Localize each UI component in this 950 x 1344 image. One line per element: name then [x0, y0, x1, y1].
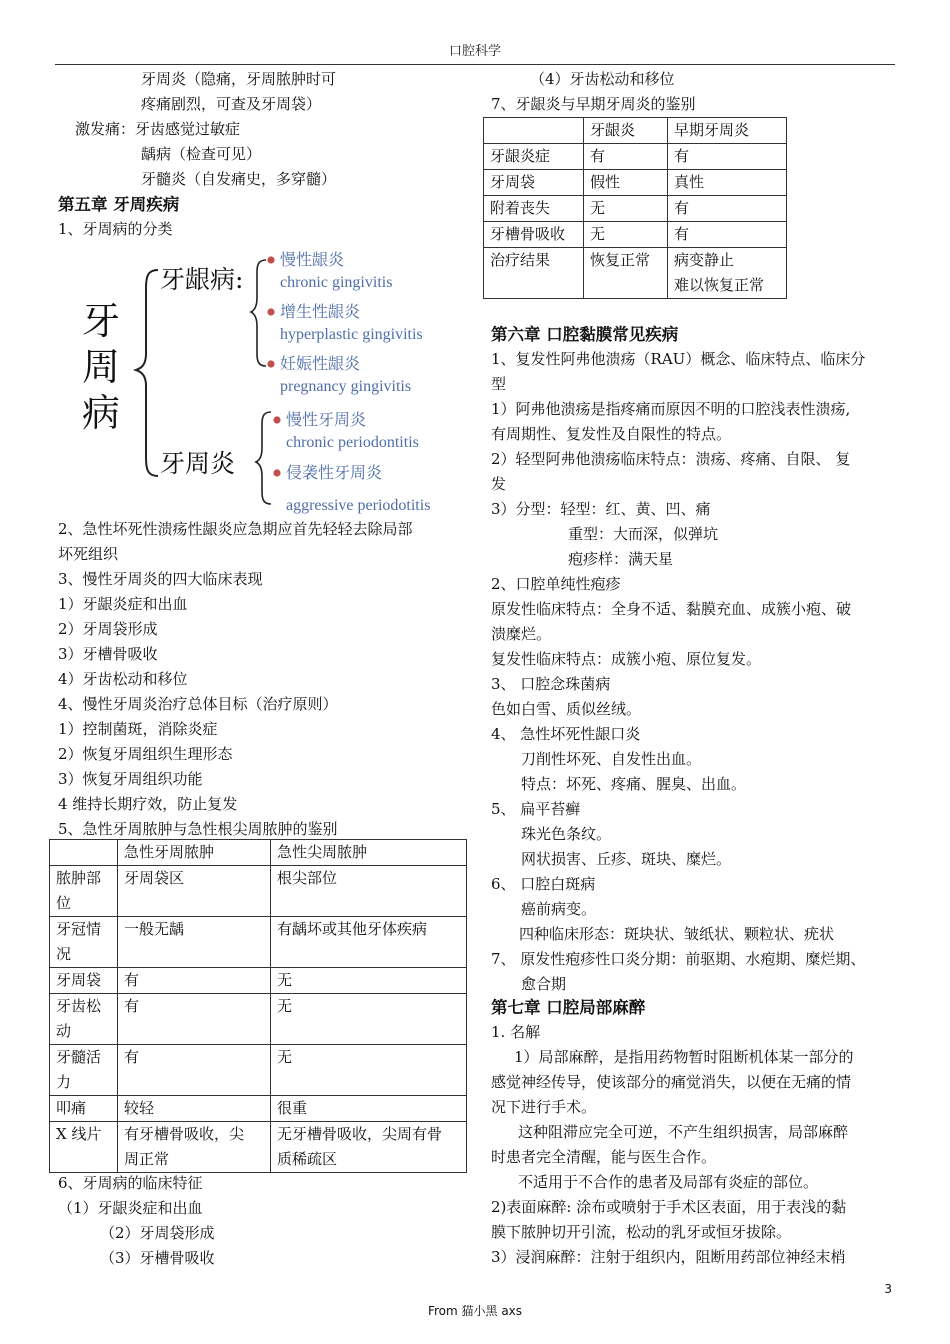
text-line: 时患者完全清醒，能与医生合作。: [491, 1148, 717, 1166]
text-line: 1）控制菌斑，消除炎症: [58, 720, 218, 738]
table-row: [484, 196, 787, 222]
table-cell: [118, 1045, 271, 1096]
bullet-dot: [273, 416, 280, 423]
type-en-label: chronic gingivitis: [280, 274, 393, 291]
cell-line: 况: [56, 945, 72, 963]
bullet-dot: [267, 256, 274, 263]
text-line: 4 维持长期疗效，防止复发: [58, 795, 238, 813]
cell-line: 牙髓活: [56, 1048, 102, 1066]
table-cell: [271, 968, 467, 994]
table-row: [484, 170, 787, 196]
table-row: [484, 144, 787, 170]
type-cn-label: 妊娠性龈炎: [280, 354, 361, 373]
text-line: 3）牙槽骨吸收: [58, 645, 158, 663]
text-line: 重型：大而深，似弹坑: [568, 525, 719, 543]
text-line: （1）牙龈炎症和出血: [58, 1199, 203, 1217]
text-line: （4）牙齿松动和移位: [530, 70, 675, 88]
text-line: 4、 急性坏死性龈口炎: [491, 725, 641, 743]
cell-line: 有: [124, 1048, 140, 1066]
table-cell: [50, 968, 118, 994]
cell-line: 周正常: [124, 1150, 170, 1168]
table-cell: [484, 196, 584, 222]
gingivitis-comparison-table: [483, 117, 787, 299]
text-line: 膜下脓肿切开引流，松动的乳牙或恒牙拔除。: [491, 1223, 792, 1241]
cell-line: 无: [590, 225, 606, 243]
chapter-6-title: 第六章 口腔黏膜常见疾病: [491, 325, 679, 344]
diagram-root-char: 牙: [82, 299, 121, 343]
text-line: 癌前病变。: [521, 900, 597, 918]
text-line: 1、复发性阿弗他溃疡（RAU）概念、临床特点、临床分: [491, 350, 866, 368]
cell-line: 无牙槽骨吸收，尖周有骨: [277, 1125, 443, 1143]
cell-line: 质稀疏区: [277, 1150, 338, 1168]
table-row: [484, 222, 787, 248]
table-cell: [118, 1096, 271, 1122]
table-cell: [484, 170, 584, 196]
cell-line: 有: [124, 971, 140, 989]
text-line: 不适用于不合作的患者及局部有炎症的部位。: [518, 1173, 819, 1191]
table-cell: [668, 144, 787, 170]
table-row: [484, 248, 787, 299]
cell-line: 恢复正常: [590, 251, 651, 269]
text-line: （3）牙槽骨吸收: [100, 1249, 215, 1267]
text-line: 四种临床形态：斑块状、皱纸状、颗粒状、疣状: [519, 925, 835, 943]
cell-line: 治疗结果: [490, 251, 551, 269]
cell-line: 牙周袋: [56, 971, 102, 989]
cell-line: 无: [590, 199, 606, 217]
text-line: 这种阻滞应完全可逆，不产生组织损害，局部麻醉: [518, 1123, 849, 1141]
table-cell: [50, 994, 118, 1045]
cell-line: 一般无龋: [124, 920, 185, 938]
cell-line: 难以恢复正常: [674, 276, 765, 294]
text-line: 原发性临床特点：全身不适、黏膜充血、成簇小疱、破: [491, 600, 852, 618]
text-line: 5、 扁平苔癣: [491, 800, 581, 818]
intro-line: 牙周炎（隐痛，牙周脓肿时可: [141, 70, 337, 88]
table-cell: [584, 248, 668, 299]
diagram-root-char: 病: [82, 391, 121, 435]
type-en-label: hyperplastic gingivitis: [280, 326, 423, 343]
cell-line: X 线片: [56, 1125, 102, 1143]
table-header-cell: [50, 840, 118, 866]
cell-line: 有: [674, 225, 690, 243]
table-cell: [271, 1122, 467, 1173]
type-cn-label: 慢性龈炎: [280, 250, 345, 269]
cell-line: 牙龈炎症: [490, 147, 551, 165]
cell-line: 真性: [674, 173, 705, 191]
text-line: 2）牙周袋形成: [58, 620, 158, 638]
table-cell: [271, 994, 467, 1045]
cell-line: 假性: [590, 173, 621, 191]
text-line: 2）轻型阿弗他溃疡临床特点：溃疡、疼痛、自限、 复: [491, 450, 851, 468]
text-line: 5、急性牙周脓肿与急性根尖周脓肿的鉴别: [58, 820, 338, 838]
intro-line: 牙髓炎（自发痛史，多穿髓）: [141, 170, 337, 188]
table-header-cell: 急性牙周脓肿: [118, 840, 271, 866]
table-row: [50, 1045, 467, 1096]
text-line: 刀削性坏死、自发性出血。: [521, 750, 702, 768]
text-line: （2）牙周袋形成: [100, 1224, 215, 1242]
bullet-dot: [267, 308, 274, 315]
table-cell: [484, 222, 584, 248]
table-cell: [118, 866, 271, 917]
table-cell: [271, 917, 467, 968]
cell-line: 有: [590, 147, 606, 165]
cell-line: 附着丧失: [490, 199, 551, 217]
text-line: 6、牙周病的临床特征: [58, 1174, 203, 1192]
text-line: 坏死组织: [58, 545, 119, 563]
type-cn-label: 慢性牙周炎: [286, 410, 367, 429]
text-line: 型: [491, 375, 507, 393]
text-line: 2）恢复牙周组织生理形态: [58, 745, 233, 763]
cell-line: 脓肿部: [56, 869, 102, 887]
cell-line: 牙冠情: [56, 920, 102, 938]
table-row: [50, 917, 467, 968]
cell-line: 动: [56, 1022, 72, 1040]
type-en-label: aggressive periodotitis: [286, 497, 431, 514]
type-en-label: pregnancy gingivitis: [280, 378, 412, 395]
table-cell: [118, 968, 271, 994]
text-line: 2、口腔单纯性疱疹: [491, 575, 621, 593]
text-line: 3、 口腔念珠菌病: [491, 675, 611, 693]
cell-line: 牙槽骨吸收: [490, 225, 566, 243]
table-row: [50, 866, 467, 917]
text-line: 发: [491, 475, 507, 493]
table-header-cell: 急性尖周脓肿: [271, 840, 467, 866]
diagram-root-char: 周: [82, 345, 121, 389]
bullet-dot: [267, 360, 274, 367]
cell-line: 牙周袋区: [124, 869, 185, 887]
text-line: 网状损害、丘疹、斑块、糜烂。: [521, 850, 732, 868]
table-cell: [118, 917, 271, 968]
intro-line: 疼痛剧烈，可查及牙周袋）: [141, 95, 322, 113]
cell-line: 有龋坏或其他牙体疾病: [277, 920, 428, 938]
text-line: 感觉神经传导，使该部分的痛觉消失，以便在无痛的情: [491, 1073, 852, 1091]
type-cn-label: 侵袭性牙周炎: [286, 463, 383, 482]
bullet-dot: [273, 469, 280, 476]
cell-line: 无: [277, 971, 293, 989]
periodontal-classification-diagram: [60, 244, 460, 516]
text-line: 7、 原发性疱疹性口炎分期：前驱期、水疱期、糜烂期、: [491, 950, 866, 968]
text-line: 4）牙齿松动和移位: [58, 670, 188, 688]
text-line: 1）牙龈炎症和出血: [58, 595, 188, 613]
table-row: [50, 1122, 467, 1173]
table-header-cell: 牙龈炎: [584, 118, 668, 144]
table-cell: [668, 248, 787, 299]
table-cell: [668, 196, 787, 222]
text-line: 2、急性坏死性溃疡性龈炎应急期应首先轻轻去除局部: [58, 520, 413, 538]
table-cell: [271, 1045, 467, 1096]
cell-line: 病变静止: [674, 251, 735, 269]
table-header-row: [484, 118, 787, 144]
cell-line: 很重: [277, 1099, 308, 1117]
text-line: 溃糜烂。: [491, 625, 552, 643]
cell-line: 根尖部位: [277, 869, 338, 887]
table-cell: [50, 1096, 118, 1122]
table-row: [50, 994, 467, 1045]
text-line: 2)表面麻醉: 涂布或喷射于手术区表面，用于表浅的黏: [491, 1198, 847, 1216]
table-cell: [271, 866, 467, 917]
cell-line: 有: [674, 147, 690, 165]
text-line: 4、慢性牙周炎治疗总体目标（治疗原则）: [58, 695, 338, 713]
text-line: 3、慢性牙周炎的四大临床表现: [58, 570, 263, 588]
text-line: 愈合期: [521, 975, 567, 993]
table-row: [50, 1096, 467, 1122]
header-rule: [55, 64, 895, 65]
page-header: 口腔科学: [448, 44, 501, 59]
text-line: 复发性临床特点：成簇小疱、原位复发。: [491, 650, 762, 668]
table-cell: [118, 1122, 271, 1173]
cell-line: 较轻: [124, 1099, 155, 1117]
table-cell: [668, 222, 787, 248]
text-line: 珠光色条纹。: [521, 825, 612, 843]
gingival-brace: [251, 260, 266, 366]
cell-line: 牙周袋: [490, 173, 536, 191]
text-line: 况下进行手术。: [491, 1098, 597, 1116]
table-cell: [50, 917, 118, 968]
text-line: 有周期性、复发性及自限性的特点。: [491, 425, 732, 443]
cell-line: 位: [56, 894, 72, 912]
cell-line: 有: [124, 997, 140, 1015]
table-cell: [118, 994, 271, 1045]
table-cell: [50, 1045, 118, 1096]
text-line: 特点：坏死、疼痛、腥臭、出血。: [521, 775, 747, 793]
table-row: [50, 968, 467, 994]
cell-line: 有: [674, 199, 690, 217]
text-line: 3）分型：轻型：红、黄、凹、痛: [491, 500, 711, 518]
abscess-comparison-table: [49, 839, 467, 1173]
text-line: 6、 口腔白斑病: [491, 875, 596, 893]
table-cell: [584, 222, 668, 248]
type-cn-label: 增生性龈炎: [280, 302, 361, 321]
text-line: 1）局部麻醉，是指用药物暂时阻断机体某一部分的: [514, 1048, 854, 1066]
table-header-row: [50, 840, 467, 866]
cell-line: 有牙槽骨吸收，尖: [124, 1125, 245, 1143]
table-cell: [484, 144, 584, 170]
group-title-gingival: 牙龈病:: [160, 265, 244, 294]
text-line: 1. 名解: [491, 1023, 541, 1041]
text-line: 7、牙龈炎与早期牙周炎的鉴别: [491, 95, 696, 113]
table-cell: [584, 196, 668, 222]
table-cell: [584, 144, 668, 170]
intro-line: 激发痛：牙齿感觉过敏症: [75, 120, 241, 138]
chapter-5-title: 第五章 牙周疾病: [58, 195, 180, 214]
text-line: 3）恢复牙周组织功能: [58, 770, 203, 788]
cell-line: 叩痛: [56, 1099, 87, 1117]
table-cell: [668, 170, 787, 196]
text-line: 1）阿弗他溃疡是指疼痛而原因不明的口腔浅表性溃疡,: [491, 400, 851, 418]
text-line: 1、牙周病的分类: [58, 220, 173, 238]
text-line: 疱疹样：满天星: [568, 550, 674, 568]
table-header-cell: 早期牙周炎: [668, 118, 787, 144]
table-cell: [50, 866, 118, 917]
page-number: 3: [884, 1282, 892, 1296]
table-cell: [271, 1096, 467, 1122]
root-brace: [136, 270, 158, 476]
group-title-periodontitis: 牙周炎: [160, 449, 236, 478]
table-cell: [484, 248, 584, 299]
table-cell: [584, 170, 668, 196]
periodontitis-brace: [256, 412, 271, 504]
table-header-cell: [484, 118, 584, 144]
type-en-label: chronic periodontitis: [286, 434, 419, 451]
intro-line: 龋病（检查可见）: [141, 145, 262, 163]
text-line: 3）浸润麻醉：注射于组织内，阻断用药部位神经末梢: [491, 1248, 846, 1266]
cell-line: 无: [277, 997, 293, 1015]
page-footer: From 猫小黑 axs: [427, 1304, 523, 1318]
cell-line: 无: [277, 1048, 293, 1066]
cell-line: 力: [56, 1073, 72, 1091]
text-line: 色如白雪、质似丝绒。: [491, 700, 642, 718]
table-cell: [50, 1122, 118, 1173]
chapter-7-title: 第七章 口腔局部麻醉: [491, 998, 646, 1017]
cell-line: 牙齿松: [56, 997, 102, 1015]
